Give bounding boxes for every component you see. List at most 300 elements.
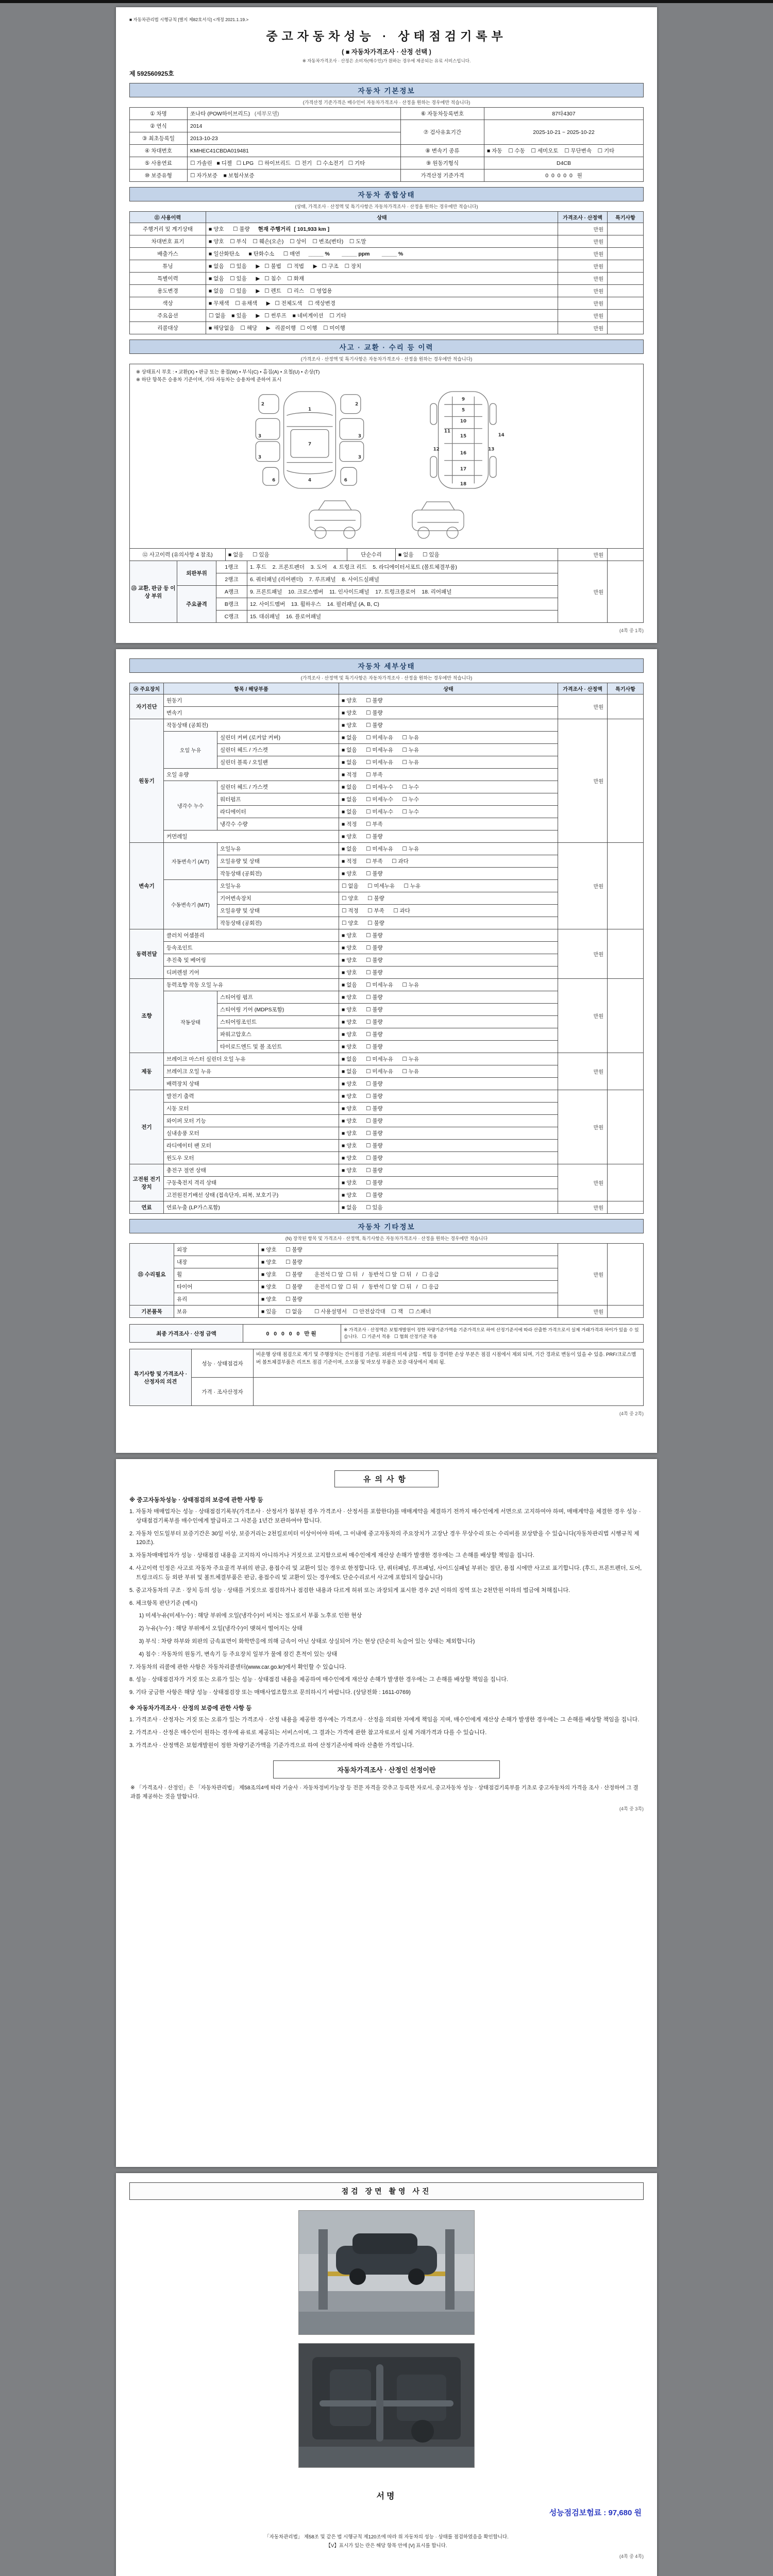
status-cell: ■ 양호 ☐ 불량 bbox=[339, 942, 558, 954]
section-overall-condition: 자동차 종합상태 bbox=[129, 187, 644, 201]
item-label: 보유 bbox=[174, 1306, 259, 1318]
price-cell: 만원 bbox=[558, 322, 608, 334]
status-cell: ■ 양호 ☐ 불량 bbox=[339, 1028, 558, 1041]
section-etc-note: (N) 장착된 항목 및 가격조사 · 산정액, 특기사항은 자동차가격조사 · 산정을 원하는 경우에만 적습니다 bbox=[285, 1236, 488, 1241]
rank-items: 15. 대쉬패널 16. 플로어패널 bbox=[247, 611, 558, 623]
table-row bbox=[130, 719, 644, 732]
panel-number-label: 1 bbox=[308, 406, 312, 412]
status-cell: ■ 양호 ☐ 불량 bbox=[339, 719, 558, 732]
panel-number-label: 13 bbox=[488, 447, 495, 452]
sub-group-label: 냉각수 누수 bbox=[164, 781, 217, 831]
notice-section-a bbox=[129, 1507, 644, 1698]
simple-repair-label: 단순수리 bbox=[347, 549, 396, 561]
table-row bbox=[130, 843, 644, 855]
table-row bbox=[130, 1090, 644, 1103]
status-extra: 현재 주행거리 [ 101,933 km ] bbox=[258, 226, 330, 232]
panel-number-label: 14 bbox=[498, 433, 505, 438]
vin: KMHEC41CBDA019481 bbox=[188, 145, 401, 157]
sub-group-label: 수동변속기 (M/T) bbox=[164, 880, 217, 929]
rank-items: 12. 사이드멤버 13. 휠하우스 14. 필러패널 (A, B, C) bbox=[247, 598, 558, 611]
item-label: 배력장치 상태 bbox=[164, 1078, 339, 1090]
simple-repair-status: ■ 없음 ☐ 있음 bbox=[396, 549, 558, 561]
status-cell: ■ 양호 ☐ 불량 bbox=[339, 1189, 558, 1201]
car-diagram-top-view bbox=[245, 387, 375, 493]
opinion-table bbox=[129, 1349, 644, 1406]
remark-cell bbox=[608, 223, 644, 235]
status-cell: ☐ 양호 ☐ 불량 bbox=[339, 917, 558, 929]
car-diagram-area bbox=[129, 364, 644, 549]
status-cell: ■ 양호 ☐ 불량 bbox=[339, 954, 558, 967]
status-cell: ■ 없음 ☐ 미세누유 ☐ 누유 bbox=[339, 1065, 558, 1078]
appraiser-definition-box: 자동차가격조사 · 산정인 선정이란 bbox=[273, 1760, 500, 1778]
column-header: 특기사항 bbox=[608, 212, 644, 223]
car-diagram-underbody-view bbox=[398, 387, 528, 493]
fuel-type: ☐ 가솔린 ■ 디젤 ☐ LPG ☐ 하이브리드 ☐ 전기 ☐ 수소전기 ☐ 기타 bbox=[188, 157, 401, 170]
column-header: ⑪ 사용이력 bbox=[130, 212, 206, 223]
status-cell: ■ 무채색 ☐ 유채색 ▶ ☐ 전체도색 ☐ 색상변경 bbox=[206, 297, 558, 310]
group-label: 변속기 bbox=[130, 843, 164, 929]
status-cell: ■ 양호 ☐ 불량 bbox=[339, 1004, 558, 1016]
appraiser-definition-text: ※ 「가격조사 · 산정인」은 「자동차관리법」 제58조의4에 따라 기술사 · 자동차정비기능장 등 전문 자격을 갖추고 등록한 자로서, 중고자동차 성능 · 상태점검기록부를 기초로 중고자동차의 가격을 조사 · 산정하여 그 결과를 제공하는 것을 말합니다. bbox=[130, 1785, 638, 1800]
notice-section-a-title: ※ 중고자동차성능 · 상태점검의 보증에 관한 사항 등 bbox=[129, 1497, 263, 1503]
panel-number-label: 6 bbox=[344, 478, 347, 483]
first-registration-date: 2013-10-23 bbox=[188, 132, 401, 145]
status-cell: ■ 양호 ☐ 부식 ☐ 훼손(오손) ☐ 상이 ☐ 변조(변타) ☐ 도말 bbox=[206, 235, 558, 248]
status-cell: ☐ 없음 ■ 있음 ▶ ☐ 썬루프 ■ 네비게이션 ☐ 기타 bbox=[206, 310, 558, 322]
remark-cell bbox=[608, 322, 644, 334]
model-year: 2014 bbox=[188, 120, 401, 132]
status-cell: ■ 양호 ☐ 불량 bbox=[339, 1164, 558, 1177]
status-cell: ■ 없음 ☐ 있음 ▶ ☐ 렌트 ☐ 리스 ☐ 영업용 bbox=[206, 285, 558, 297]
status-cell: ■ 없음 ☐ 미세누유 ☐ 누유 bbox=[339, 732, 558, 744]
scan-top-border bbox=[0, 0, 773, 3]
etc-info-table bbox=[129, 1243, 644, 1318]
warranty-type: ☐ 자가보증 ■ 보험사보증 bbox=[188, 170, 401, 182]
price-cell: 만원 bbox=[558, 297, 608, 310]
price-cell: 만원 bbox=[558, 929, 608, 979]
diagram-basis-legend: ※ 하단 항목은 승용차 기준이며, 기타 자동차는 승용차에 준하여 표시 bbox=[136, 377, 282, 383]
notice-paragraph: 8. 성능 · 상태점검자가 거짓 또는 오류가 있는 성능 · 상태점검 내용을 제공하여 매수인에게 재산상 손해가 발생한 경우에는 그 손해를 배상할 책임을 집니다. bbox=[129, 1676, 508, 1683]
item-label: 휠 bbox=[174, 1268, 259, 1281]
photo-1-graphic bbox=[299, 2211, 474, 2334]
photo-stack bbox=[129, 2210, 644, 2468]
price-cell: 만원 bbox=[558, 223, 608, 235]
page-2 bbox=[116, 649, 657, 1453]
panel-number-label: 15 bbox=[460, 434, 467, 439]
price-cell: 만원 bbox=[558, 1053, 608, 1090]
rank-items: 6. 쿼터패널 (리어펜더) 7. 루프패널 8. 사이드실패널 bbox=[247, 573, 558, 586]
price-survey-select: ( ■ 자동차가격조사 · 산정 선택 ) bbox=[342, 48, 431, 56]
usage-history-label: 용도변경 bbox=[130, 285, 206, 297]
price-cell: 만원 bbox=[558, 310, 608, 322]
notice-paragraph: 3. 자동차매매업자가 성능 · 상태점검 내용을 고지하지 아니하거나 거짓으로 고지함으로써 매수인에게 재산상 손해가 발생한 경우에는 그 손해를 배상할 책임을 집니다. bbox=[129, 1552, 534, 1559]
usage-history-label: 주요옵션 bbox=[130, 310, 206, 322]
status-cell: ■ 양호 ☐ 불량 bbox=[339, 1103, 558, 1115]
sub-group-label: 오일 누유 bbox=[164, 732, 217, 769]
table-row bbox=[130, 979, 644, 991]
remark-cell bbox=[608, 310, 644, 322]
notice-paragraph: 6. 체크항목 판단기준 (예시) bbox=[129, 1600, 197, 1606]
rank-items: 1. 후드 2. 프론트펜더 3. 도어 4. 트렁크 리드 5. 라디에이터서포트 (볼트체결부품) bbox=[247, 561, 558, 573]
remark-cell bbox=[608, 273, 644, 285]
table-row bbox=[130, 285, 644, 297]
status-cell: ■ 양호 ☐ 불량 bbox=[339, 929, 558, 942]
panel-number-label: 9 bbox=[461, 397, 465, 402]
field-label: 가격산정 기준가격 bbox=[401, 170, 484, 182]
basic-info-table bbox=[129, 107, 644, 182]
section-etc-info: 자동차 기타정보 bbox=[129, 1219, 644, 1233]
price-cell: 만원 bbox=[558, 248, 608, 260]
status-cell: ■ 양호 ☐ 불량 운전석 ☐ 앞 ☐ 뒤 / 동반석 ☐ 앞 ☐ 뒤 / ☐ 응급 bbox=[259, 1281, 558, 1293]
price-cell: 만원 bbox=[558, 979, 608, 1053]
notice-paragraph: 2) 누유(누수) : 해당 부위에서 오일(냉각수)이 맺혀서 떨어지는 상태 bbox=[129, 1625, 303, 1632]
status-cell: ■ 양호 ☐ 불량 bbox=[339, 1115, 558, 1127]
item-label: 추진축 및 베어링 bbox=[164, 954, 339, 967]
table-row bbox=[130, 929, 644, 942]
field-label: ⑥ 자동차등록번호 bbox=[401, 108, 484, 120]
rank-items: 9. 프론트패널 10. 크로스멤버 11. 인사이드패널 17. 트렁크플로어 18. 리어패널 bbox=[247, 586, 558, 598]
group-label: 연료 bbox=[130, 1201, 164, 1214]
appraiser-label: 가격 · 조사산정자 bbox=[192, 1378, 254, 1406]
price-cell: 만원 bbox=[558, 843, 608, 929]
notice-paragraph: 3) 부식 : 차량 하부와 외판의 금속표면이 화학반응에 의해 금속이 아닌 상태로 상실되어 가는 현상 (단순히 녹슬어 있는 상태는 제외합니다) bbox=[129, 1638, 475, 1645]
remark-cell bbox=[608, 1053, 644, 1090]
item-label: 커먼레일 bbox=[164, 831, 339, 843]
overall-condition-table bbox=[129, 211, 644, 334]
panel-number-label: 12 bbox=[433, 447, 440, 452]
status-cell: ■ 양호 ☐ 불량 bbox=[259, 1256, 558, 1268]
remark-cell bbox=[608, 235, 644, 248]
remark-cell bbox=[608, 549, 644, 561]
car-diagram-rear-view bbox=[402, 496, 474, 543]
section-basic-note: (가격산정 기준가격은 매수인이 자동차가격조사 · 산정을 원하는 경우에만 적습니다) bbox=[303, 100, 470, 105]
status-cell: ■ 양호 ☐ 불량 bbox=[339, 707, 558, 719]
panel-number-label: 5 bbox=[461, 408, 465, 413]
remark-cell bbox=[608, 297, 644, 310]
status-cell: ■ 적정 ☐ 부족 bbox=[339, 818, 558, 831]
opinion-section-label: 특기사항 및 가격조사 · 산정자의 의견 bbox=[130, 1349, 192, 1406]
status-cell: ■ 양호 ☐ 불량 bbox=[259, 1244, 558, 1256]
price-cell: 만원 bbox=[558, 719, 608, 843]
rank-label: B랭크 bbox=[216, 598, 247, 611]
item-label: 원동기 bbox=[164, 694, 339, 707]
detail-condition-table bbox=[129, 683, 644, 1214]
section-basic-info: 자동차 기본정보 bbox=[129, 83, 644, 97]
inspector-opinion: 비운행 상태 점검으로 계기 및 주행장치는 간이점검 기준임. 외판의 미세 긁힘 · 찍힘 등 경미한 손상 부분은 점검 시점에서 제외 되며, 기간 경과로 변동이 있을 수 있음. PRF/크로스멤버 볼트체결부품은 리프트 점검 기준이며, 소모품 및 마모성 부품은 보증 대상에서 제외 됨. bbox=[254, 1349, 644, 1378]
accident-history-label: ⑫ 사고이력 (유의사항 4 참조) bbox=[130, 549, 226, 561]
footer-line-1: 「자동차관리법」 제58조 및 같은 법 시행규칙 제120조에 따라 위 자동차의 성능 · 상태를 점검하였음을 확인합니다. bbox=[264, 2534, 509, 2540]
field-label: ① 차명 bbox=[130, 108, 188, 120]
item-label: 유리 bbox=[174, 1293, 259, 1306]
item-label: 구동축전지 격리 상태 bbox=[164, 1177, 339, 1189]
item-label: 냉각수 수량 bbox=[217, 818, 339, 831]
item-label: 와이퍼 모터 기능 bbox=[164, 1115, 339, 1127]
field-label: ⑩ 보증유형 bbox=[130, 170, 188, 182]
status-cell: ■ 양호 ☐ 불량 bbox=[339, 1016, 558, 1028]
document-number: 제 592560925호 bbox=[129, 70, 174, 77]
remark-cell bbox=[608, 1201, 644, 1214]
remark-cell bbox=[608, 1164, 644, 1201]
status-cell: ■ 해당없음 ☐ 해당 ▶ 리콜이행 ☐ 이행 ☐ 미이행 bbox=[206, 322, 558, 334]
item-label: 타이로드엔드 및 볼 조인트 bbox=[217, 1041, 339, 1053]
panel-number-label: 10 bbox=[460, 419, 467, 425]
column-header: 가격조사 · 산정액 bbox=[558, 212, 608, 223]
engine-type: D4CB bbox=[484, 157, 644, 170]
price-cell: 만원 bbox=[558, 1090, 608, 1164]
field-label: ④ 차대번호 bbox=[130, 145, 188, 157]
page-1 bbox=[116, 7, 657, 643]
status-cell: ■ 적정 ☐ 부족 ☐ 과다 bbox=[339, 855, 558, 868]
remark-cell bbox=[608, 1090, 644, 1164]
signature-label: 서명 bbox=[376, 2492, 397, 2501]
price-cell: 만원 bbox=[558, 1244, 608, 1306]
status-cell: ■ 양호 ☐ 불량 bbox=[339, 967, 558, 979]
status-cell: ■ 양호 ☐ 불량 bbox=[339, 1041, 558, 1053]
sub-group-label: 자동변속기 (A/T) bbox=[164, 843, 217, 880]
rank-label: 1랭크 bbox=[216, 561, 247, 573]
table-row bbox=[130, 1053, 644, 1065]
status-cell: ■ 양호 ☐ 불량 bbox=[339, 1140, 558, 1152]
group-label: 자기진단 bbox=[130, 694, 164, 719]
base-price: 0 0 0 0 0 원 bbox=[484, 170, 644, 182]
price-cell: 만원 bbox=[558, 235, 608, 248]
item-label: 오일 유량 bbox=[164, 769, 339, 781]
status-cell: ■ 없음 ☐ 미세누수 ☐ 누수 bbox=[339, 781, 558, 793]
status-cell: ■ 없음 ☐ 있음 bbox=[339, 1201, 558, 1214]
remark-cell bbox=[608, 929, 644, 979]
final-price-table bbox=[129, 1324, 644, 1343]
item-label: 등속조인트 bbox=[164, 942, 339, 954]
status-cell: ■ 양호 ☐ 불량 bbox=[339, 1078, 558, 1090]
table-row bbox=[130, 297, 644, 310]
panel-number-label: 11 bbox=[444, 429, 451, 434]
rank-label: 2랭크 bbox=[216, 573, 247, 586]
status-cell: ■ 없음 ☐ 미세누유 ☐ 누유 bbox=[339, 979, 558, 991]
final-price-value: 0 0 0 0 0 만원 bbox=[243, 1325, 341, 1343]
table-row bbox=[130, 1244, 644, 1256]
inspection-photo-1 bbox=[298, 2210, 475, 2335]
item-label: 실린더 블록 / 오일팬 bbox=[217, 756, 339, 769]
column-header: 특기사항 bbox=[608, 683, 644, 694]
notice-paragraph: 5. 중고자동차의 구조 · 장치 등의 성능 · 상태를 거짓으로 점검하거나 점검한 내용과 다르게 허위 또는 과장되게 표시한 경우 2년 이하의 징역 또는 2천만원 이하의 벌금에 처해집니다. bbox=[129, 1587, 570, 1594]
field-label: ⑨ 원동기형식 bbox=[401, 157, 484, 170]
remark-cell bbox=[608, 561, 644, 623]
remark-cell bbox=[608, 248, 644, 260]
status-cell: ■ 양호 ☐ 불량 bbox=[339, 991, 558, 1004]
status-cell: ■ 양호 ☐ 불량 bbox=[339, 1152, 558, 1164]
inspection-valid-period: 2025-10-21 ~ 2025-10-22 bbox=[484, 120, 644, 145]
item-label: 스티어링 펌프 bbox=[217, 991, 339, 1004]
section-detail-condition: 자동차 세부상태 bbox=[129, 658, 644, 673]
usage-history-label: 튜닝 bbox=[130, 260, 206, 273]
price-cell: 만원 bbox=[558, 1164, 608, 1201]
outer-panel-label: 외판부위 bbox=[177, 561, 216, 586]
section-accident-history: 사고 · 교환 · 수리 등 이력 bbox=[129, 340, 644, 354]
section-accident-note: (가격조사 · 산정액 및 특기사항은 자동차가격조사 · 산정을 원하는 경우에만 적습니다) bbox=[300, 357, 473, 362]
page-marker: (4쪽 중 2쪽) bbox=[619, 1411, 644, 1417]
notice-section-b-title: ※ 자동차가격조사 · 산정의 보증에 관한 사항 등 bbox=[129, 1705, 252, 1711]
notice-paragraph: 4) 침수 : 자동차의 원동기, 변속기 등 주요장치 일부가 물에 잠긴 흔적이 있는 상태 bbox=[129, 1651, 338, 1657]
status-cell: ■ 양호 ☐ 불량 bbox=[339, 1177, 558, 1189]
group-label: 동력전달 bbox=[130, 929, 164, 979]
panel-number-label: 4 bbox=[308, 478, 312, 483]
status-cell: ■ 양호 ☐ 불량 bbox=[259, 1293, 558, 1306]
field-label: ⑤ 사용연료 bbox=[130, 157, 188, 170]
item-label: 기어변속장치 bbox=[217, 892, 339, 905]
panel-number-label: 2 bbox=[355, 402, 359, 408]
status-cell: ■ 양호 ☐ 불량 bbox=[339, 1127, 558, 1140]
form-reference: ■ 자동차관리법 시행규칙 [별지 제82호서식] <개정 2021.1.19.> bbox=[129, 17, 249, 22]
signature-area bbox=[129, 2487, 644, 2523]
status-cell: ☐ 적정 ☐ 부족 ☐ 과다 bbox=[339, 905, 558, 917]
item-label: 라디에이터 팬 모터 bbox=[164, 1140, 339, 1152]
status-cell: ■ 일산화탄소 ■ 탄화수소 ☐ 매연 _____ % _____ ppm _____ % bbox=[206, 248, 558, 260]
usage-history-label: 차대번호 표기 bbox=[130, 235, 206, 248]
registration-number: 87타4307 bbox=[484, 108, 644, 120]
page-4 bbox=[116, 2173, 657, 2576]
photo-section-title: 점검 장면 촬영 사진 bbox=[129, 2182, 644, 2200]
vehicle-name: 쏘나타 (POW하이브리드) (세부모델) bbox=[188, 108, 401, 120]
price-cell: 만원 bbox=[558, 273, 608, 285]
field-label: ⑦ 검사유효기간 bbox=[401, 120, 484, 145]
status-cell: ■ 양호 ☐ 불량 bbox=[339, 694, 558, 707]
status-cell: ☐ 양호 ☐ 불량 bbox=[339, 892, 558, 905]
item-label: 고전원전기배선 상태 (접속단자, 피복, 보호기구) bbox=[164, 1189, 339, 1201]
panel-number-label: 16 bbox=[460, 451, 467, 456]
document-title: 중고자동차성능 · 상태점검기록부 bbox=[266, 29, 507, 43]
table-row bbox=[130, 1201, 644, 1214]
remark-cell bbox=[608, 1244, 644, 1306]
usage-history-label: 리콜대상 bbox=[130, 322, 206, 334]
item-label: 연료누출 (LP가스포함) bbox=[164, 1201, 339, 1214]
status-cell: ☐ 없음 ☐ 미세누유 ☐ 누유 bbox=[339, 880, 558, 892]
panel-number-label: 6 bbox=[272, 478, 276, 483]
notice-paragraph: 4. 사고이력 인정은 사고로 자동차 주요골격 부위의 판금, 용접수리 및 교환이 있는 경우로 한정합니다. 단, 쿼터패널, 루프패널, 사이드실패널 부위는 절단, 용접 시에만 사고로 표기합니다. (후드, 프론트펜더, 도어, 트렁크리드 등 외판 부위 및 볼트체결부품은 판금, 용접수리 및 교환이 있는 경우에도 단순수리로서 사고에 포함되지 않습니다) bbox=[129, 1565, 644, 1581]
remark-cell bbox=[608, 719, 644, 843]
table-row bbox=[130, 248, 644, 260]
column-header: 가격조사 · 산정액 bbox=[558, 683, 608, 694]
item-label: 충전구 절연 상태 bbox=[164, 1164, 339, 1177]
panel-number-label: 3 bbox=[258, 434, 262, 439]
item-label: 동력조향 작동 오일 누유 bbox=[164, 979, 339, 991]
footer-statements bbox=[129, 2533, 644, 2549]
item-label: 브레이크 오일 누유 bbox=[164, 1065, 339, 1078]
status-cell: ■ 양호 ☐ 불량 bbox=[339, 868, 558, 880]
rank-label: C랭크 bbox=[216, 611, 247, 623]
table-row bbox=[130, 260, 644, 273]
item-label: 브레이크 마스터 실린더 오일 누유 bbox=[164, 1053, 339, 1065]
page-3 bbox=[116, 1459, 657, 2167]
price-cell: 만원 bbox=[558, 549, 608, 561]
status-cell: ■ 양호 ☐ 불량 bbox=[339, 1090, 558, 1103]
table-row bbox=[130, 322, 644, 334]
status-cell: ■ 없음 ☐ 미세누유 ☐ 누유 bbox=[339, 843, 558, 855]
item-label: 실린더 헤드 / 가스켓 bbox=[217, 744, 339, 756]
status-cell: ■ 적정 ☐ 부족 bbox=[339, 769, 558, 781]
column-header: ⑭ 주요장치 bbox=[130, 683, 164, 694]
item-label: 오일누유 bbox=[217, 843, 339, 855]
item-label: 클러치 어셈블리 bbox=[164, 929, 339, 942]
remark-cell bbox=[608, 694, 644, 719]
price-cell: 만원 bbox=[558, 694, 608, 719]
field-label: ⑧ 변속기 종류 bbox=[401, 145, 484, 157]
remark-cell bbox=[608, 843, 644, 929]
item-label: 윈도우 모터 bbox=[164, 1152, 339, 1164]
section-overall-note: (상태, 가격조사 · 산정액 및 특기사항은 자동차가격조사 · 산정을 원하는 경우에만 적습니다) bbox=[295, 204, 478, 209]
status-cell: ■ 양호 ☐ 불량 현재 주행거리 [ 101,933 km ] bbox=[206, 223, 558, 235]
item-label: 타이어 bbox=[174, 1281, 259, 1293]
panel-number-label: 18 bbox=[460, 482, 467, 487]
panel-number-label: 2 bbox=[261, 402, 264, 408]
price-cell: 만원 bbox=[558, 285, 608, 297]
column-header: 항목 / 해당부품 bbox=[164, 683, 339, 694]
notice-title: 유의사항 bbox=[334, 1470, 439, 1487]
table-row bbox=[130, 223, 644, 235]
panel-number-label: 17 bbox=[460, 467, 467, 472]
table-row bbox=[130, 273, 644, 285]
item-label: 실내송풍 모터 bbox=[164, 1127, 339, 1140]
usage-history-label: 특별이력 bbox=[130, 273, 206, 285]
photo-2-graphic bbox=[299, 2344, 474, 2467]
insurance-fee bbox=[549, 2507, 642, 2518]
inspection-photo-2 bbox=[298, 2343, 475, 2468]
item-label: 실린더 헤드 / 가스켓 bbox=[217, 781, 339, 793]
item-label: 실린더 커버 (로커암 커버) bbox=[217, 732, 339, 744]
exchange-section-label: ⑬ 교환, 판금 등 이상 부위 bbox=[130, 561, 177, 623]
usage-history-label: 주행거리 및 계기상태 bbox=[130, 223, 206, 235]
group-label: 고전원 전기장치 bbox=[130, 1164, 164, 1201]
page-marker: (4쪽 중 1쪽) bbox=[619, 628, 644, 633]
accident-history-row bbox=[129, 548, 644, 561]
field-label: ③ 최초등록일 bbox=[130, 132, 188, 145]
item-label: 오일유량 및 상태 bbox=[217, 905, 339, 917]
remark-cell bbox=[608, 260, 644, 273]
notice-paragraph: 2. 가격조사 · 산정은 매수인이 원하는 경우에 유료로 제공되는 서비스이며, 그 결과는 가격에 관한 참고자료로서 실제 거래가격과 다를 수 있습니다. bbox=[129, 1729, 487, 1736]
panel-number-label: 3 bbox=[258, 454, 262, 460]
item-label: 외장 bbox=[174, 1244, 259, 1256]
notice-paragraph: 7. 자동차의 리콜에 관한 사항은 자동차리콜센터(www.car.go.kr)에서 확인할 수 있습니다. bbox=[129, 1664, 346, 1670]
group-label: 원동기 bbox=[130, 719, 164, 843]
final-price-note: ※ 가격조사 · 산정액은 보험개발원이 정한 차량기준가액을 기준가격으로 하여 산정기준서에 따라 산출한 가격으로서 실제 거래가격과 차이가 있을 수 있습니다. ☐ 기준서 적용 ☐ 협회 산정기준 적용 bbox=[341, 1325, 644, 1343]
final-price-label: 최종 가격조사 · 산정 금액 bbox=[130, 1325, 243, 1343]
appraiser-opinion bbox=[254, 1378, 644, 1406]
notice-paragraph: 9. 기타 궁금한 사항은 해당 성능 · 상태점검장 또는 매매사업조합으로 문의하시기 바랍니다. (상담전화 : 1611-0769) bbox=[129, 1689, 411, 1696]
usage-history-label: 색상 bbox=[130, 297, 206, 310]
item-label: 오일누유 bbox=[217, 880, 339, 892]
group-label: 전기 bbox=[130, 1090, 164, 1164]
car-diagram-front-view bbox=[299, 496, 371, 543]
status-extra: _____ % _____ ppm _____ % bbox=[308, 251, 404, 257]
page-marker: (4쪽 중 3쪽) bbox=[619, 1806, 644, 1812]
notice-paragraph: 3. 가격조사 · 산정액은 보험개발원이 정한 차량기준가액을 기준가격으로 하여 산정기준서에 따라 산출한 가격입니다. bbox=[129, 1742, 414, 1749]
status-cell: ■ 없음 ☐ 미세누유 ☐ 누유 bbox=[339, 744, 558, 756]
remark-cell bbox=[608, 979, 644, 1053]
insurance-fee-label: 성능점검보험료 : bbox=[549, 2509, 607, 2517]
item-label: 워터펌프 bbox=[217, 793, 339, 806]
notice-section-b bbox=[129, 1716, 644, 1750]
group-label: 조향 bbox=[130, 979, 164, 1053]
remark-cell bbox=[608, 1306, 644, 1318]
sub-group-label: 작동상태 bbox=[164, 991, 217, 1053]
item-label: 스티어링 기어 (MDPS포함) bbox=[217, 1004, 339, 1016]
table-row bbox=[130, 310, 644, 322]
item-label: 오일유량 및 상태 bbox=[217, 855, 339, 868]
notice-paragraph: 1. 자동차 매매업자는 성능 · 상태점검기록부(가격조사 · 산정서가 첨부된 경우 가격조사 · 산정서를 포함한다)를 매매계약을 체결하기 전까지 매수인에게 서면으로 고지하여야 하며, 매매계약을 체결한 경우 성능 · 상태점검기록부를 매수인에게 발급하고 그 사본을 1년간 보관하여야 합니다. bbox=[129, 1509, 643, 1524]
item-label: 작동상태 (공회전) bbox=[217, 917, 339, 929]
table-row bbox=[130, 1306, 644, 1318]
item-label: 작동상태 (공회전) bbox=[164, 719, 339, 732]
group-label: 제동 bbox=[130, 1053, 164, 1090]
